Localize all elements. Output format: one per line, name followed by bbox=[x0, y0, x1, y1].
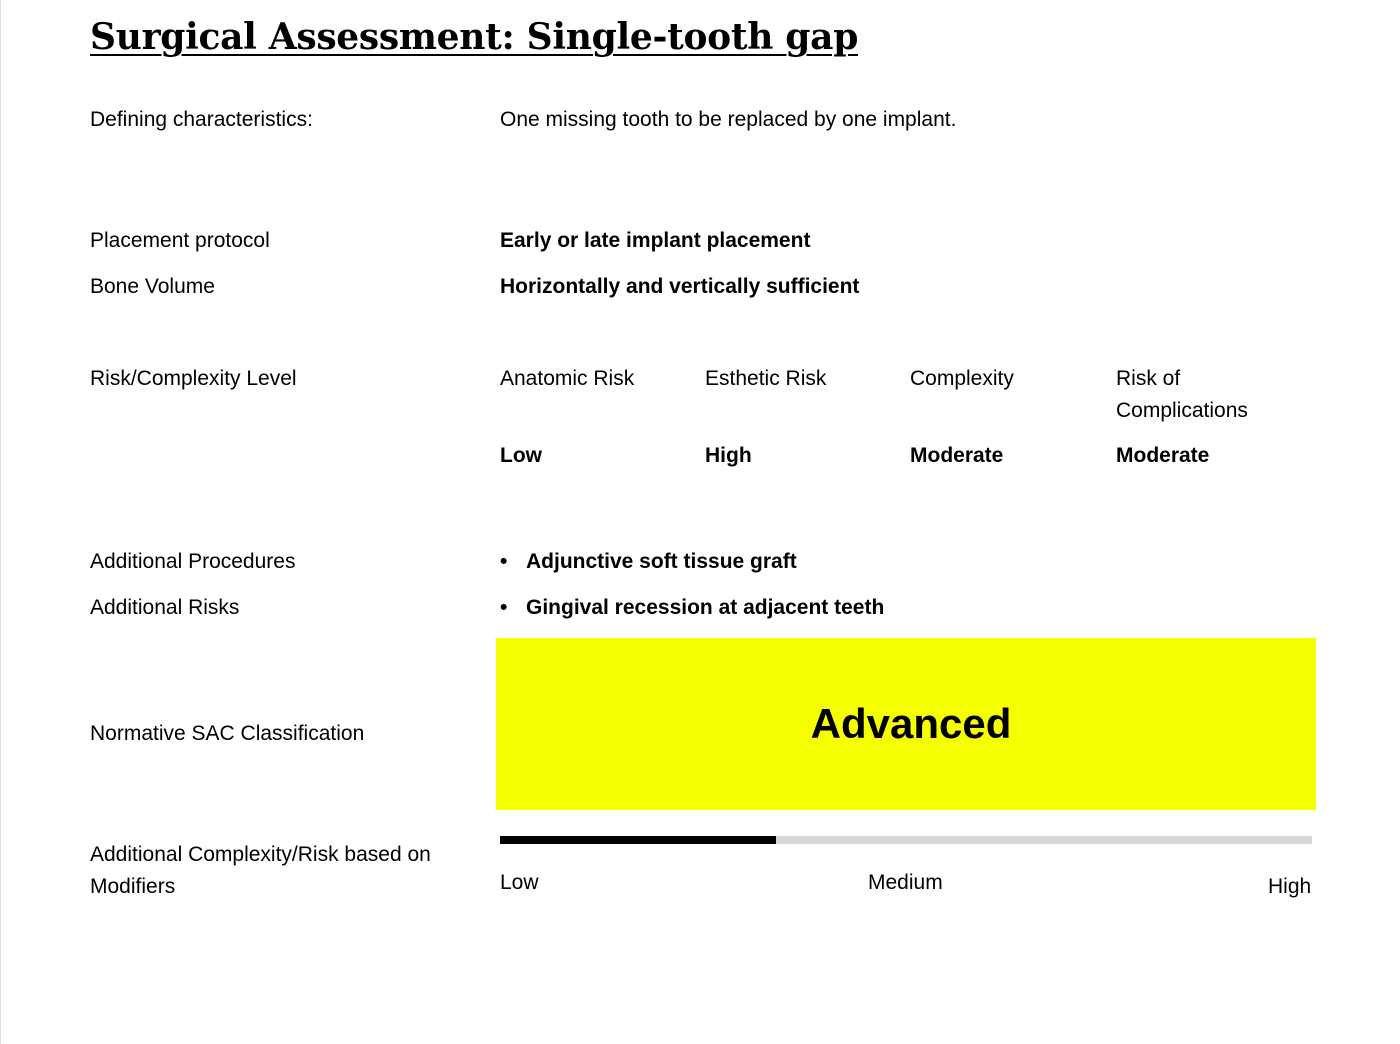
modifier-risk-level-bar bbox=[500, 836, 776, 844]
scale-low-label: Low bbox=[500, 871, 539, 894]
risk-of-complications-value: Moderate bbox=[1116, 444, 1210, 467]
bone-volume-value: Horizontally and vertically sufficient bbox=[500, 275, 860, 298]
additional-procedures-label: Additional Procedures bbox=[90, 550, 296, 573]
scale-medium-label: Medium bbox=[868, 871, 943, 894]
anatomic-risk-value: Low bbox=[500, 444, 542, 467]
bone-volume-label: Bone Volume bbox=[90, 275, 215, 298]
complexity-value: Moderate bbox=[910, 444, 1004, 467]
additional-risk-item bbox=[500, 592, 884, 624]
additional-procedure-item bbox=[500, 546, 797, 578]
esthetic-risk-header: Esthetic Risk bbox=[705, 367, 827, 390]
anatomic-risk-header: Anatomic Risk bbox=[500, 367, 635, 390]
additional-procedure-text: Adjunctive soft tissue graft bbox=[526, 550, 797, 573]
defining-characteristics-label: Defining characteristics: bbox=[90, 108, 313, 131]
complexity-header: Complexity bbox=[910, 367, 1014, 390]
modifiers-label: Additional Complexity/Risk based on Modifiers bbox=[90, 843, 431, 898]
sac-classification-label: Normative SAC Classification bbox=[90, 722, 365, 745]
defining-characteristics-value: One missing tooth to be replaced by one implant. bbox=[500, 108, 957, 131]
sac-classification-value: Advanced bbox=[810, 700, 1012, 747]
page-border bbox=[0, 0, 1, 1044]
risk-of-complications-header: Risk of Complications bbox=[1116, 367, 1248, 422]
additional-risk-text: Gingival recession at adjacent teeth bbox=[526, 596, 885, 619]
risk-complexity-label: Risk/Complexity Level bbox=[90, 367, 297, 390]
additional-risks-label: Additional Risks bbox=[90, 596, 240, 619]
page-title: Surgical Assessment: Single-tooth gap bbox=[90, 16, 859, 58]
esthetic-risk-value: High bbox=[705, 444, 752, 467]
bullet-icon: • bbox=[500, 550, 508, 573]
placement-protocol-value: Early or late implant placement bbox=[500, 229, 811, 252]
bullet-icon: • bbox=[500, 596, 508, 619]
scale-high-label: High bbox=[1268, 875, 1312, 898]
modifier-risk-scale bbox=[500, 836, 1312, 844]
sac-classification-box bbox=[496, 638, 1316, 810]
placement-protocol-label: Placement protocol bbox=[90, 229, 270, 252]
